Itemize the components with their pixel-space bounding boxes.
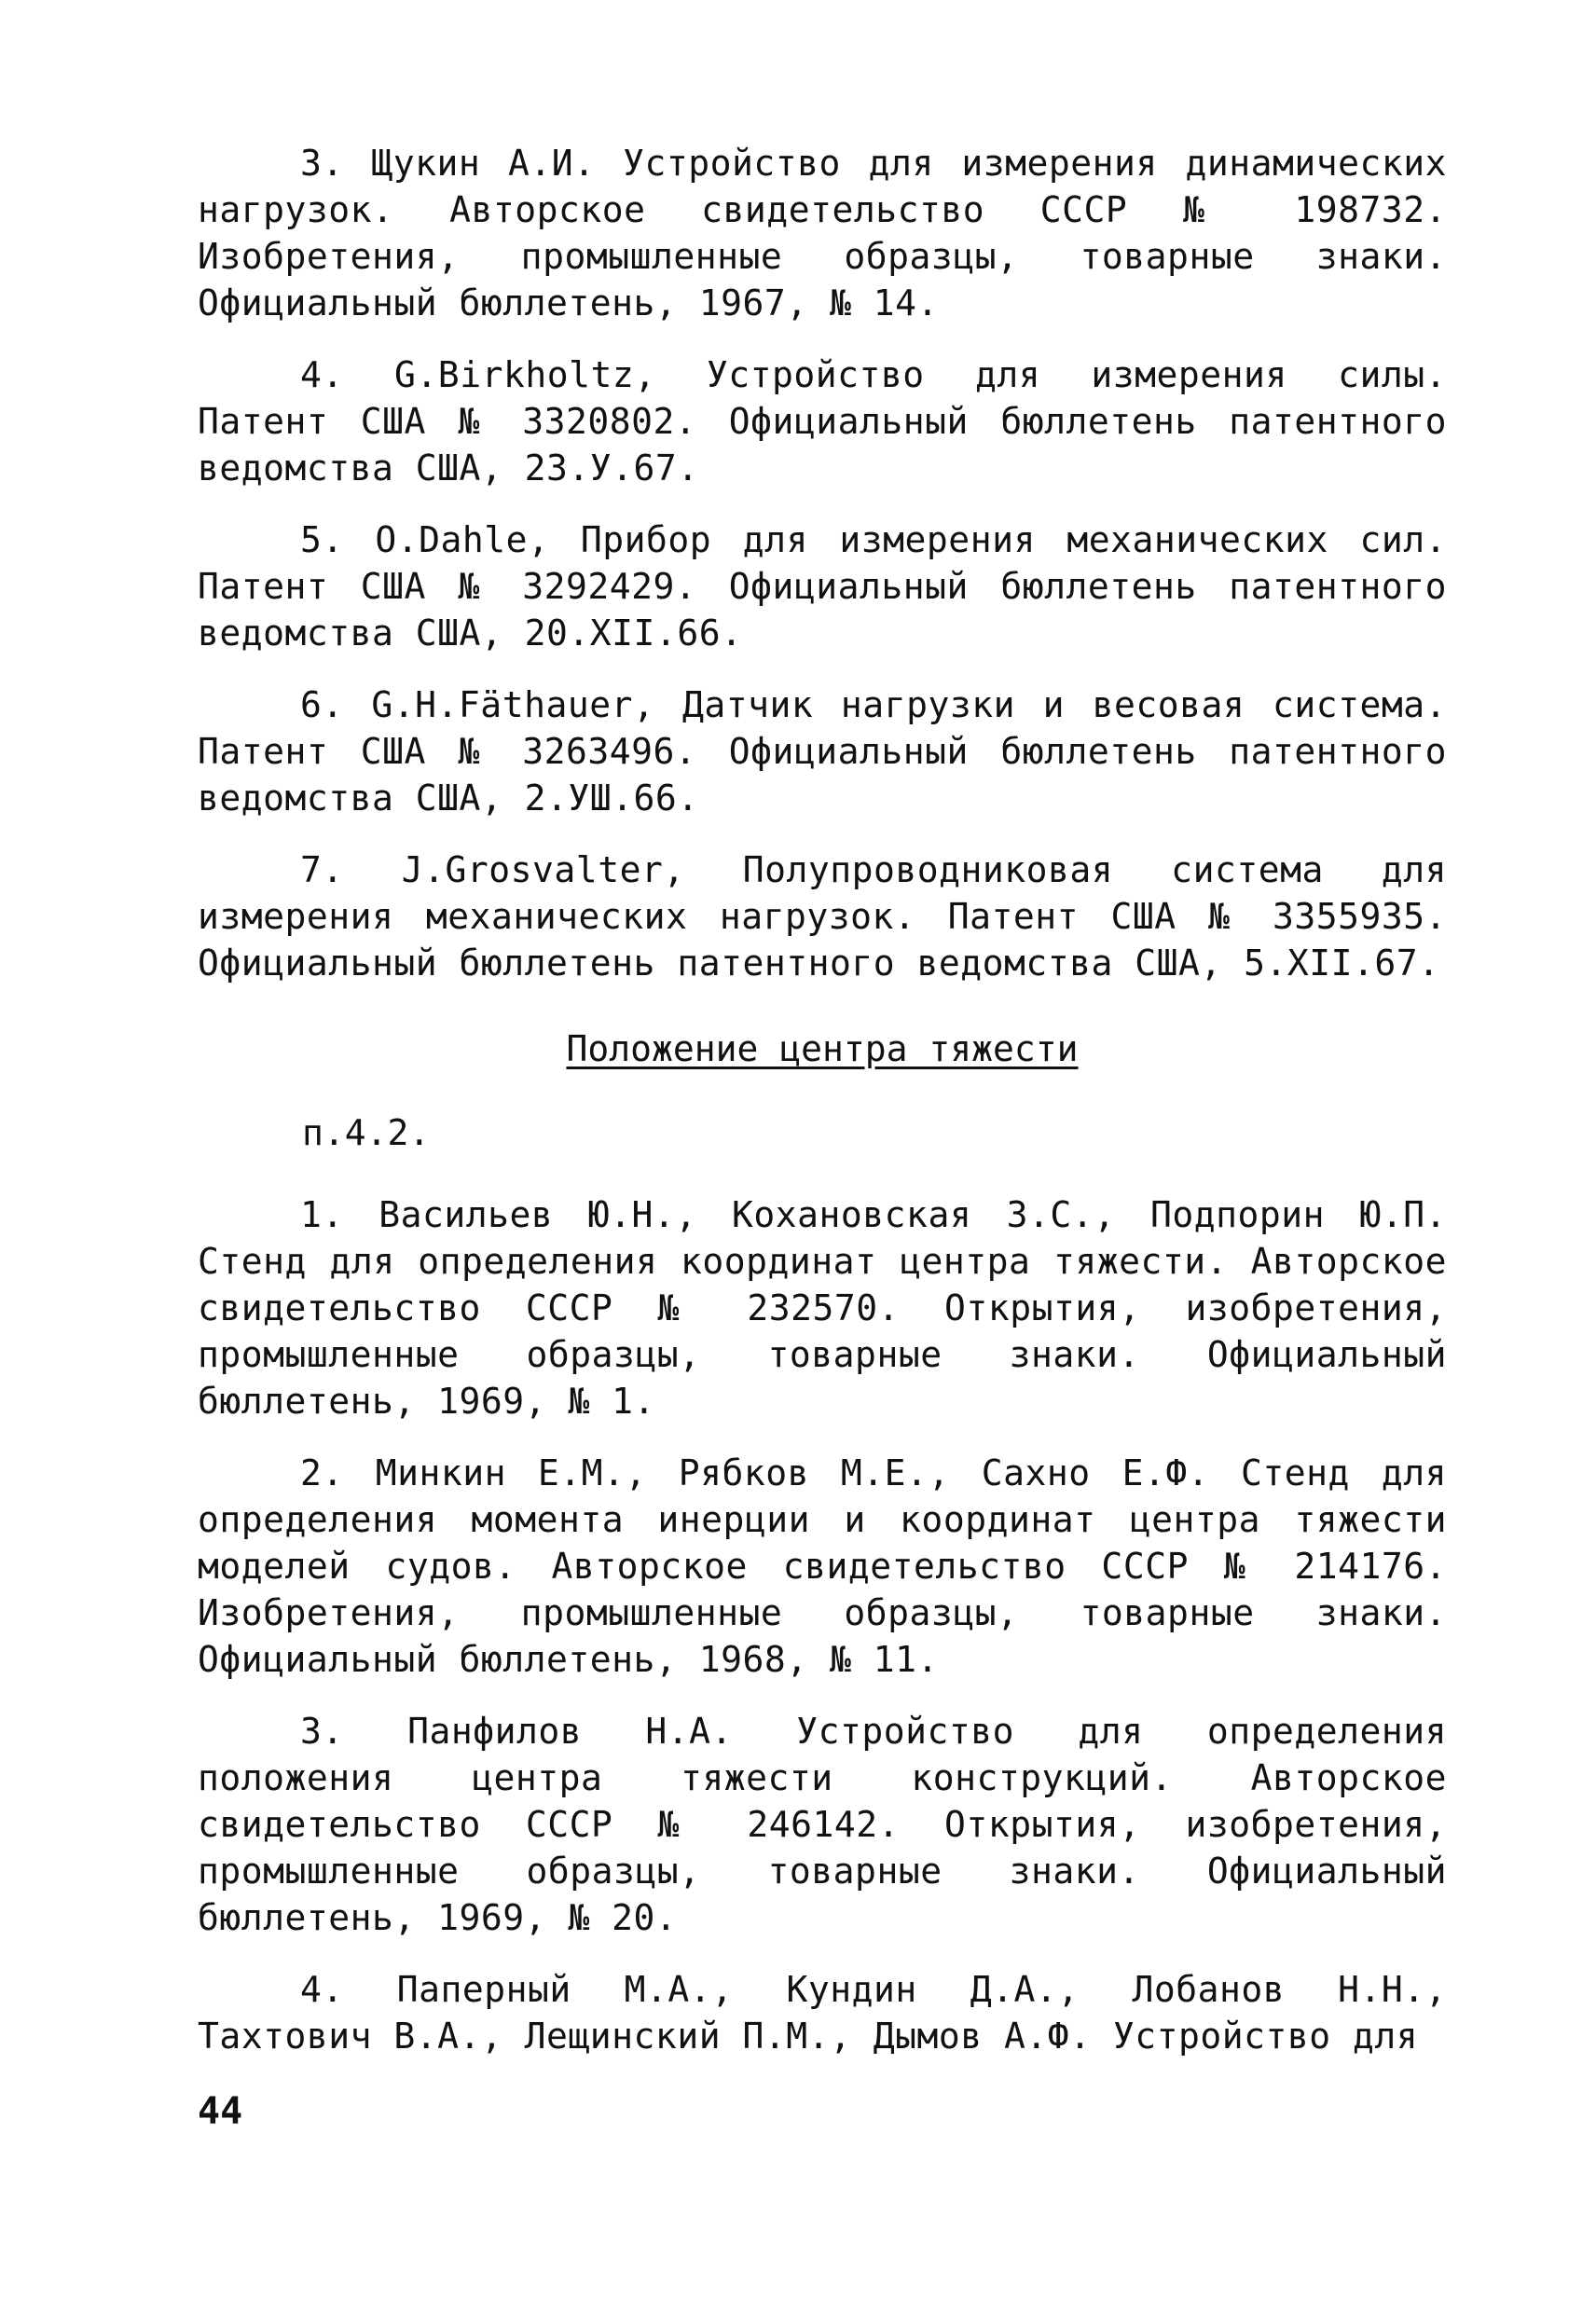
reference-entry: 2. Минкин Е.М., Рябков М.Е., Сахно Е.Ф. Стенд для определения момента инерции и координат центра тяжести моделей судов. Авторское свидетельство СССР № 214176. Изобретения, промышленные образцы, товарные знаки. Официальный бюллетень, 1968, № 11.	[198, 1452, 1447, 1680]
section-heading: Положение центра тяжести	[566, 1028, 1079, 1069]
reference-entry: 3. Щукин А.И. Устройство для измерения динамических нагрузок. Авторское свидетельство СССР № 198732. Изобретения, промышленные образцы, товарные знаки. Официальный бюллетень, 1967, № 14.	[198, 143, 1447, 323]
reference-entry: 3. Панфилов Н.А. Устройство для определения положения центра тяжести конструкций. Авторское свидетельство СССР № 246142. Открытия, изобретения, промышленные образцы, товарные знаки. Официальный бюллетень, 1969, № 20.	[198, 1711, 1447, 1938]
reference-entry: 1. Васильев Ю.Н., Кохановская З.С., Подпорин Ю.П. Стенд для определения координат центра тяжести. Авторское свидетельство СССР № 232570. Открытия, изобретения, промышленные образцы, товарные знаки. Официальный бюллетень, 1969, № 1.	[198, 1194, 1447, 1422]
reference-entry: 6. G.H.Fäthauer, Датчик нагрузки и весовая система. Патент США № 3263496. Официальный бюллетень патентного ведомства США, 2.УШ.66.	[198, 684, 1447, 819]
reference-entry: 4. Паперный М.А., Кундин Д.А., Лобанов Н.Н., Тахтович В.А., Лещинский П.М., Дымов А.Ф. Устройство для	[198, 1969, 1447, 2057]
clause-number: п.4.2.	[302, 1112, 431, 1153]
reference-entry: 5. O.Dahle, Прибор для измерения механических сил. Патент США № 3292429. Официальный бюллетень патентного ведомства США, 20.XII.66.	[198, 519, 1447, 654]
reference-entry: 4. G.Birkholtz, Устройство для измерения силы. Патент США № 3320802. Официальный бюллетень патентного ведомства США, 23.У.67.	[198, 354, 1447, 489]
page-number: 44	[198, 2090, 243, 2133]
reference-entry: 7. J.Grosvalter, Полупроводниковая система для измерения механических нагрузок. Патент США № 3355935. Официальный бюллетень патентного ведомства США, 5.XII.67.	[198, 849, 1447, 984]
document-page	[198, 140, 1447, 2085]
